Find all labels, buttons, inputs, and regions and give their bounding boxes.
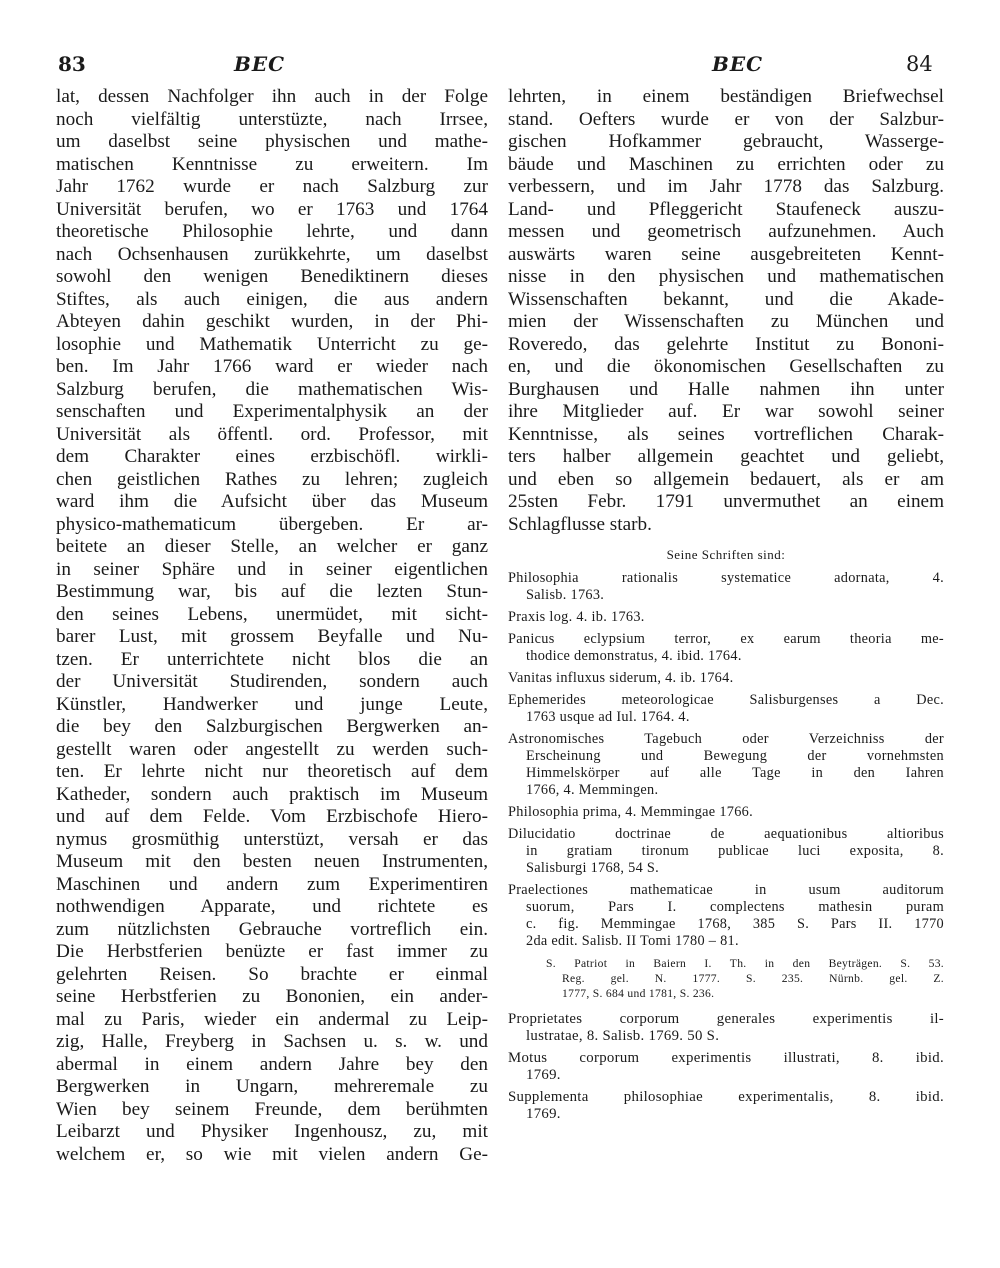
- text-line: und eben so allgemein bedauert, als er am: [508, 468, 944, 490]
- text-line: den seines Lebens, unermüdet, mit sicht-: [56, 603, 488, 625]
- left-page-number: 83: [58, 52, 86, 76]
- text-line: welchem er, so wie mit vielen andern Ge-: [56, 1143, 488, 1165]
- text-line: Wissenschaften bekannt, und die Akade-: [508, 288, 944, 310]
- note-line: S. Patriot in Baiern I. Th. in den Beyträgen. S. 53.: [546, 957, 944, 970]
- text-line: dem Charakter eines erzbischöfl. wirkli-: [56, 446, 488, 467]
- work-line: Vanitas influxus siderum, 4. ib. 1764.: [508, 670, 734, 686]
- text-line: en, und die ökonomischen Gesellschaften zu: [508, 356, 944, 377]
- work-line: Himmelskörper auf alle Tage in den Iahren: [526, 765, 944, 781]
- text-line: chen geistlichen Rathes zu lehren; zugleich: [56, 468, 488, 490]
- text-line: abermal in einem andern Jahre bey den: [56, 1053, 488, 1075]
- text-line: sowohl den wenigen Benediktinern dieses: [56, 266, 488, 287]
- text-line: Maschinen und andern zum Experimentiren: [56, 873, 488, 895]
- work-line: Salisburgi 1768, 54 S.: [526, 860, 660, 876]
- left-running-head: BEC: [234, 52, 286, 76]
- text-line: Roveredo, das gelehrte Institut zu Bononi-: [508, 333, 944, 355]
- text-line: Bergwerken in Ungarn, mehreremale zu: [56, 1076, 488, 1097]
- work-line: in gratiam tironum publicae luci exposita, 8.: [526, 843, 944, 859]
- work-entry: [508, 826, 944, 877]
- text-line: Land- und Pfleggericht Staufeneck auszu-: [508, 198, 944, 220]
- work-line: 1763 usque ad Iul. 1764. 4.: [526, 709, 690, 725]
- work-line: Salisb. 1763.: [526, 587, 605, 603]
- text-line: seine Herbstferien zu Bononien, ein ander-: [56, 986, 488, 1007]
- text-line: stand. Oefters wurde er von der Salzbur-: [508, 108, 944, 130]
- text-line: lat, dessen Nachfolger ihn auch in der Folge: [56, 86, 488, 107]
- text-line: Stiftes, als auch einigen, die aus andern: [56, 288, 488, 310]
- work-entry: [508, 609, 944, 626]
- work-line: Praelectiones mathematicae in usum auditorum: [508, 882, 944, 898]
- work-line: c. fig. Memmingae 1768, 385 S. Pars II. 1770: [526, 916, 944, 932]
- work-entry: [508, 882, 944, 950]
- work-entry: [508, 692, 944, 726]
- writings-heading: Seine Schriften sind:: [666, 547, 786, 562]
- work-entry: [508, 1089, 944, 1123]
- text-line: gischen Hofkammer gebraucht, Wasserge-: [508, 131, 944, 152]
- text-line: ward ihm die Aufsicht über das Museum: [56, 491, 488, 512]
- text-line: Wien bey seinem Freunde, dem berühmten: [56, 1098, 488, 1120]
- work-entry: [508, 731, 944, 799]
- text-line: 25sten Febr. 1791 unvermuthet an einem: [508, 491, 944, 512]
- text-line: ten. Er lehrte nicht nur theoretisch auf dem: [56, 761, 488, 782]
- bibliographic-note: [546, 956, 944, 1001]
- text-line: lehrten, in einem beständigen Briefwechsel: [508, 86, 944, 107]
- work-line: thodice demonstratus, 4. ibid. 1764.: [526, 648, 742, 664]
- text-line: Bestimmung war, bis auf die lezten Stun-: [56, 581, 488, 602]
- text-line: Burghausen und Halle nahmen ihn unter: [508, 378, 944, 400]
- work-line: lustratae, 8. Salisb. 1769. 50 S.: [526, 1028, 720, 1044]
- work-entry: [508, 804, 944, 821]
- work-entry: [508, 1050, 944, 1084]
- text-line: Abteyen dahin geschikt wurden, in der Phi-: [56, 311, 488, 332]
- work-line: Dilucidatio doctrinae de aequationibus altioribus: [508, 826, 944, 842]
- text-line: zum nützlichsten Gebrauche vortreflich ein.: [56, 918, 488, 940]
- work-line: Motus corporum experimentis illustrati, 8. ibid.: [508, 1050, 944, 1066]
- text-line: Museum mit den besten neuen Instrumenten,: [56, 851, 488, 872]
- text-line: und auf dem Felde. Vom Erzbischofe Hiero-: [56, 806, 488, 827]
- work-entry: [508, 631, 944, 665]
- text-line: Schlagflusse starb.: [508, 513, 652, 535]
- work-entry: [508, 570, 944, 604]
- note-line: 1777, S. 684 und 1781, S. 236.: [562, 987, 715, 1000]
- text-line: Universität berufen, wo er 1763 und 1764: [56, 198, 488, 220]
- work-entry: [508, 670, 944, 687]
- work-entry: [508, 1011, 944, 1045]
- works-list: [508, 570, 944, 950]
- text-line: Katheder, sondern auch praktisch im Museum: [56, 783, 488, 805]
- text-line: nisse in den physischen und mathematischen: [508, 266, 944, 287]
- text-line: theoretische Philosophie lehrte, und dann: [56, 221, 488, 242]
- works-list-continued: [508, 1011, 944, 1123]
- work-line: Panicus eclypsium terror, ex earum theoria me-: [508, 631, 944, 647]
- text-line: zig, Halle, Freyberg in Sachsen u. s. w. und: [56, 1031, 488, 1052]
- text-line: Jahr 1762 wurde er nach Salzburg zur: [56, 176, 488, 197]
- work-line: 2da edit. Salisb. II Tomi 1780 – 81.: [526, 933, 739, 949]
- text-line: nach Ochsenhausen zurükkehrte, um daselbst: [56, 243, 488, 265]
- text-line: ben. Im Jahr 1766 ward er wieder nach: [56, 356, 488, 377]
- work-line: 1766, 4. Memmingen.: [526, 782, 659, 798]
- text-line: physico-mathematicum übergeben. Er ar-: [56, 513, 488, 535]
- text-line: noch vielfältig unterstüzte, nach Irrsee,: [56, 108, 488, 130]
- work-line: Philosophia prima, 4. Memmingae 1766.: [508, 804, 753, 820]
- work-line: Erscheinung und Bewegung der vornehmsten: [526, 748, 944, 764]
- text-line: Leibarzt und Physiker Ingenhousz, zu, mit: [56, 1121, 488, 1142]
- text-line: bäude und Maschinen zu errichten oder zu: [508, 153, 944, 175]
- right-page-number: 84: [906, 52, 933, 76]
- text-line: mal zu Paris, wieder ein andermal zu Leip-: [56, 1008, 488, 1030]
- work-line: suorum, Pars I. complectens mathesin puram: [526, 899, 944, 915]
- work-line: Ephemerides meteorologicae Salisburgenses a Dec.: [508, 692, 944, 708]
- work-line: Astronomisches Tagebuch oder Verzeichniss der: [508, 731, 944, 747]
- text-line: gestellt waren oder angestellt zu werden such-: [56, 738, 488, 760]
- work-line: Proprietates corporum generales experimentis il-: [508, 1011, 944, 1027]
- text-line: senschaften und Experimentalphysik an der: [56, 401, 488, 422]
- work-line: Praxis log. 4. ib. 1763.: [508, 609, 645, 625]
- work-line: Supplementa philosophiae experimentalis, 8. ibid.: [508, 1089, 944, 1105]
- text-line: Künstler, Handwerker und junge Leute,: [56, 693, 488, 715]
- text-line: auswärts waren seine ausgebreiteten Kennt-: [508, 243, 944, 265]
- note-line: Reg. gel. N. 1777. S. 235. Nürnb. gel. Z.: [562, 972, 944, 985]
- work-line: 1769.: [526, 1106, 561, 1122]
- text-line: Salzburg berufen, die mathematischen Wis-: [56, 378, 488, 400]
- text-line: Universität als öffentl. ord. Professor, mit: [56, 423, 488, 445]
- text-line: tzen. Er unterrichtete nicht blos die an: [56, 648, 488, 670]
- text-line: nothwendigen Apparate, und richtete es: [56, 896, 488, 917]
- text-line: um daselbst seine physischen und mathe-: [56, 131, 488, 152]
- text-line: losophie und Mathematik Unterricht zu ge-: [56, 333, 488, 355]
- right-column: [508, 86, 944, 1128]
- text-line: Kenntnisse, als seines vortreflichen Charak-: [508, 423, 944, 445]
- text-line: der Universität Studirenden, sondern auch: [56, 671, 488, 692]
- text-line: nymus grosmüthig unterstüzt, versah er das: [56, 828, 488, 850]
- text-line: Die Herbstferien benüzte er fast immer zu: [56, 941, 488, 962]
- work-line: Philosophia rationalis systematice adornata, 4.: [508, 570, 944, 586]
- text-line: ihre Mitglieder auf. Er war sowohl seiner: [508, 401, 944, 422]
- text-line: ters halber allgemein geachtet und geliebt,: [508, 446, 944, 467]
- text-line: mien der Wissenschaften zu München und: [508, 311, 944, 332]
- text-line: verbessern, und im Jahr 1778 das Salzburg.: [508, 176, 944, 197]
- right-running-head: BEC: [712, 52, 764, 76]
- text-line: messen und geometrisch aufzunehmen. Auch: [508, 221, 944, 242]
- text-line: beitete an dieser Stelle, an welcher er ganz: [56, 536, 488, 557]
- right-column-text: [508, 86, 944, 536]
- text-line: matischen Kenntnisse zu erweitern. Im: [56, 153, 488, 175]
- text-line: barer Lust, mit grossem Beyfalle und Nu-: [56, 626, 488, 647]
- text-line: gelehrten Reisen. So brachte er einmal: [56, 963, 488, 985]
- work-line: 1769.: [526, 1067, 561, 1083]
- text-line: die bey den Salzburgischen Bergwerken an-: [56, 716, 488, 737]
- left-column-text: [56, 86, 488, 1166]
- text-line: in seiner Sphäre und in seiner eigentlichen: [56, 558, 488, 580]
